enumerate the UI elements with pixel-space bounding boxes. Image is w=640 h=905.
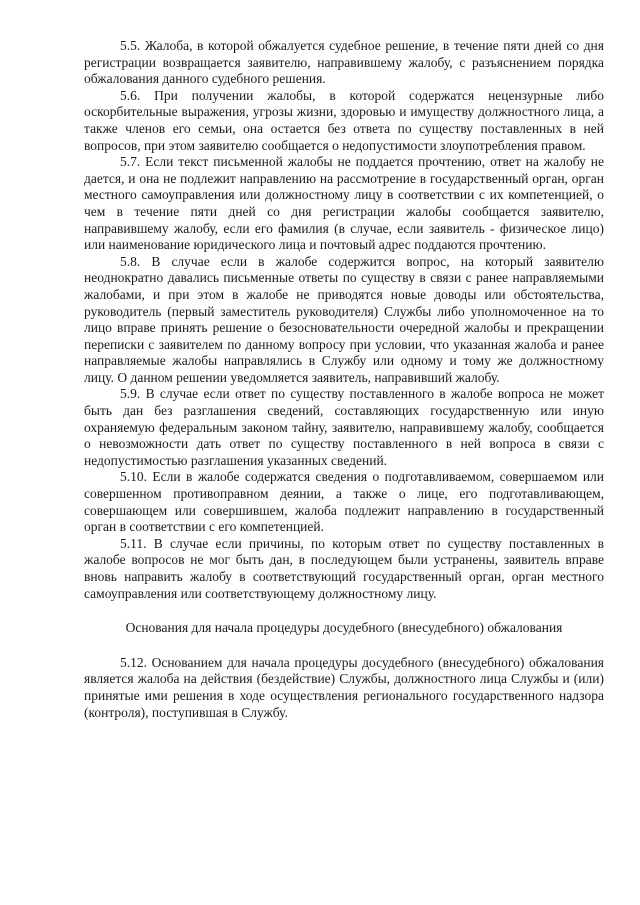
paragraph-5-11: 5.11. В случае если причины, по которым ответ по существу поставленных в жалобе вопросов не мог быть дан, в последующем были устранены, заявитель вправе вновь направить жалобу в соответствующий государственный орган, орган местного самоуправления или соответствующему должностному лицу. [84, 535, 604, 601]
paragraph-5-10: 5.10. Если в жалобе содержатся сведения о подготавливаемом, совершаемом или совершенном противоправном деянии, а также о лице, его подготавливающем, совершающем или совершившем, жалоба подлежит направлению в государственный орган в соответствии с его компетенцией. [84, 469, 604, 535]
paragraph-5-12: 5.12. Основанием для начала процедуры досудебного (внесудебного) обжалования является жалоба на действия (бездействие) Службы, должностного лица Службы и (или) принятые ими решения в ходе осуществления регионального государственного надзора (контроля), поступившая в Службу. [84, 654, 604, 720]
paragraph-5-9: 5.9. В случае если ответ по существу поставленного в жалобе вопроса не может быть дан без разглашения сведений, составляющих государственную или иную охраняемую федеральным законом тайну, заявителю, направившему жалобу, сообщается о невозможности дать ответ по существу поставленного в ней вопроса в связи с недопустимостью разглашения указанных сведений. [84, 386, 604, 468]
document-page [84, 38, 604, 721]
paragraph-5-7: 5.7. Если текст письменной жалобы не поддается прочтению, ответ на жалобу не дается, и она не подлежит направлению на рассмотрение в государственный орган, орган местного самоуправления или должностному лицу в соответствии с их компетенцией, о чем в течение пяти дней со дня регистрации жалобы сообщается заявителю, направившему жалобу, если его фамилия (в случае, если заявитель - физическое лицо) или наименование юридического лица и почтовый адрес поддаются прочтению. [84, 154, 604, 253]
section-heading: Основания для начала процедуры досудебного (внесудебного) обжалования [125, 620, 563, 636]
paragraph-5-5: 5.5. Жалоба, в которой обжалуется судебное решение, в течение пяти дней со дня регистрации возвращается заявителю, направившему жалобу, с разъяснением порядка обжалования данного судебного решения. [84, 38, 604, 87]
paragraph-5-6: 5.6. При получении жалобы, в которой содержатся нецензурные либо оскорбительные выражения, угрозы жизни, здоровью и имуществу должностного лица, а также членов его семьи, она остается без ответа по существу поставленных в ней вопросов, при этом заявителю сообщается о недопустимости злоупотребления правом. [84, 87, 604, 153]
paragraph-5-8: 5.8. В случае если в жалобе содержится вопрос, на который заявителю неоднократно давались письменные ответы по существу в связи с ранее направляемыми жалобами, и при этом в жалобе не приводятся новые доводы или обстоятельства, руководитель (первый заместитель руководителя) Службы либо уполномоченное на то лицо вправе принять решение о безосновательности очередной жалобы и прекращении переписки с заявителем по данному вопросу при условии, что указанная жалоба и ранее направляемые жалобы направлялись в Службу или одному и тому же должностному лицу. О данном решении уведомляется заявитель, направивший жалобу. [84, 253, 604, 385]
